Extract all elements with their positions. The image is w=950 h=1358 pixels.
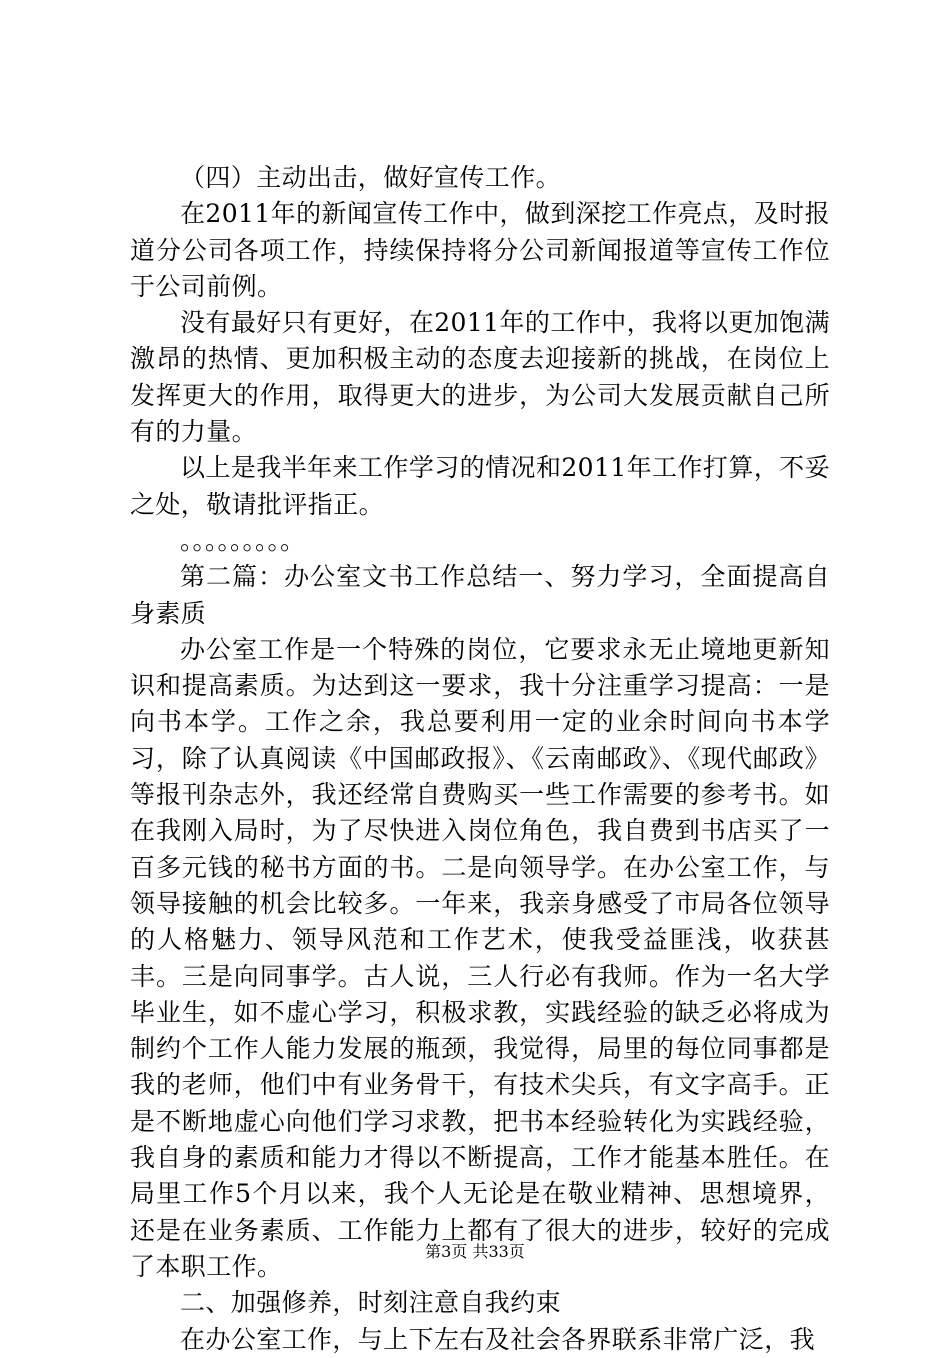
paragraph: 办公室工作是一个特殊的岗位，它要求永无止境地更新知识和提高素质。为达到这一要求，我十分注重学习提高：一是向书本学。工作之余，我总要利用一定的业余时间向书本学习，除了认真阅读《中国邮政报》、《云南邮政》、《现代邮政》等报刊杂志外，我还经常自费购买一些工作需要的参考书。如在我刚入局时，为了尽快进入岗位角色，我自费到书店买了一百多元钱的秘书方面的书。二是向领导学。在办公室工作，与领导接触的机会比较多。一年来，我亲身感受了市局各位领导的人格魅力、领导风范和工作艺术，使我受益匪浅，收获甚丰。三是向同事学。古人说，三人行必有我师。作为一名大学毕业生，如不虚心学习，积极求教，实践经验的缺乏必将成为制约个工作人能力发展的瓶颈，我觉得，局里的每位同事都是我的老师，他们中有业务骨干，有技术尖兵，有文字高手。正是不断地虚心向他们学习求教，把书本经验转化为实践经验，我自身的素质和能力才得以不断提高，工作才能基本胜任。在局里工作5个月以来，我个人无论是在敬业精神、思想境界，还是在业务素质、工作能力上都有了很大的进步，较好的完成了本职工作。	[130, 634, 830, 1281]
paragraph: 没有最好只有更好，在2011年的工作中，我将以更加饱满激昂的热情、更加积极主动的态度去迎接新的挑战，在岗位上发挥更大的作用，取得更大的进步，为公司大发展贡献自己所有的力量。	[130, 308, 830, 447]
chapter-heading: 第二篇：办公室文书工作总结一、努力学习，全面提高自身素质	[130, 562, 830, 628]
page-footer: 第3页 共33页	[425, 1242, 525, 1261]
paragraph: 以上是我半年来工作学习的情况和2011年工作打算，不妥之处，敬请批评指正。	[130, 453, 830, 519]
section-heading: 二、加强修养，时刻注意自我约束	[180, 1288, 562, 1318]
section-heading: （四）主动出击，做好宣传工作。	[180, 163, 562, 192]
document-body	[130, 160, 830, 1358]
paragraph: 在2011年的新闻宣传工作中，做到深挖工作亮点，及时报道分公司各项工作，持续保持将分公司新闻报道等宣传工作位于公司前例。	[130, 199, 830, 301]
separator-dots: 。。。。。。。。。	[180, 525, 306, 555]
paragraph: 在办公室工作，与上下左右及社会各界联系非常广泛，我	[180, 1324, 816, 1354]
